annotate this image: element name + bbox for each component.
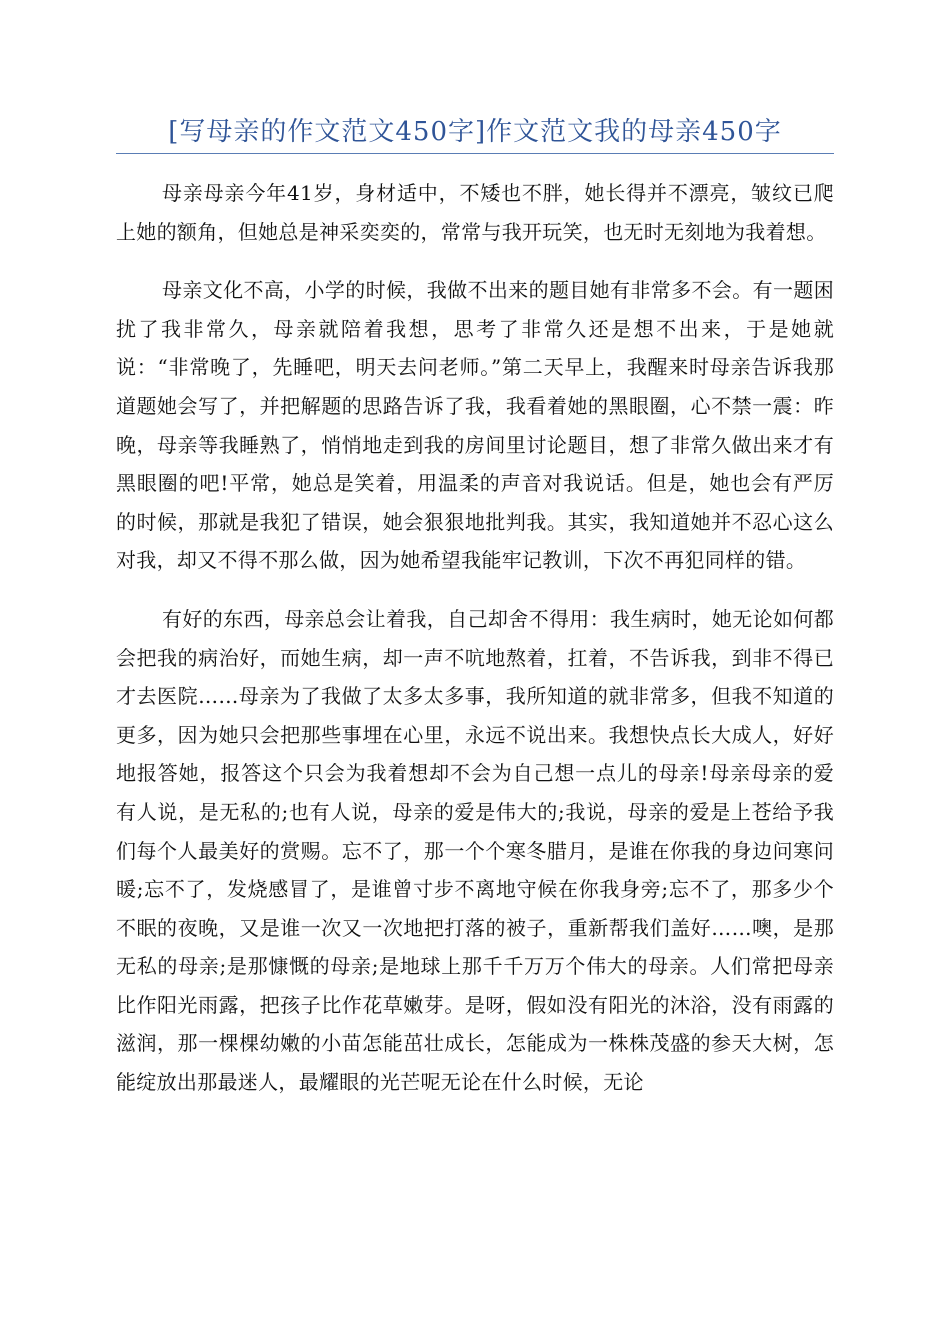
title-underline <box>116 153 834 154</box>
paragraph-2: 母亲文化不高，小学的时候，我做不出来的题目她有非常多不会。有一题困扰了我非常久，母亲就陪着我想，思考了非常久还是想不出来，于是她就说：“非常晚了，先睡吧，明天去问老师。”第二天早上，我醒来时母亲告诉我那道题她会写了，并把解题的思路告诉了我，我看着她的黑眼圈，心不禁一震：昨晚，母亲等我睡熟了，悄悄地走到我的房间里讨论题目，想了非常久做出来才有黑眼圈的吧!平常，她总是笑着，用温柔的声音对我说话。但是，她也会有严厉的时候，那就是我犯了错误，她会狠狠地批判我。其实，我知道她并不忍心这么对我，却又不得不那么做，因为她希望我能牢记教训，下次不再犯同样的错。 <box>116 278 834 573</box>
paragraph-1: 母亲母亲今年41岁，身材适中，不矮也不胖，她长得并不漂亮，皱纹已爬上她的额角，但她总是神采奕奕的，常常与我开玩笑，也无时无刻地为我着想。 <box>116 181 834 244</box>
paragraph-3: 有好的东西，母亲总会让着我，自己却舍不得用：我生病时，她无论如何都会把我的病治好，而她生病，却一声不吭地熬着，扛着，不告诉我，到非不得已才去医院……母亲为了我做了太多太多事，我所知道的就非常多，但我不知道的更多，因为她只会把那些事埋在心里，永远不说出来。我想快点长大成人，好好地报答她，报答这个只会为我着想却不会为自己想一点儿的母亲!母亲母亲的爱有人说，是无私的;也有人说，母亲的爱是伟大的;我说，母亲的爱是上苍给予我们每个人最美好的赏赐。忘不了，那一个个寒冬腊月，是谁在你我的身边问寒问暖;忘不了，发烧感冒了，是谁曾寸步不离地守候在你我身旁;忘不了，那多少个不眠的夜晚，又是谁一次又一次地把打落的被子，重新帮我们盖好……噢，是那无私的母亲;是那慷慨的母亲;是地球上那千千万万个伟大的母亲。人们常把母亲比作阳光雨露，把孩子比作花草嫩芽。是呀，假如没有阳光的沐浴，没有雨露的滋润，那一棵棵幼嫩的小苗怎能茁壮成长，怎能成为一株株茂盛的参天大树，怎能绽放出那最迷人，最耀眼的光芒呢无论在什么时候，无论 <box>116 606 834 1095</box>
document-title: [写母亲的作文范文450字]作文范文我的母亲450字 <box>168 117 782 147</box>
document-body <box>116 174 834 1122</box>
